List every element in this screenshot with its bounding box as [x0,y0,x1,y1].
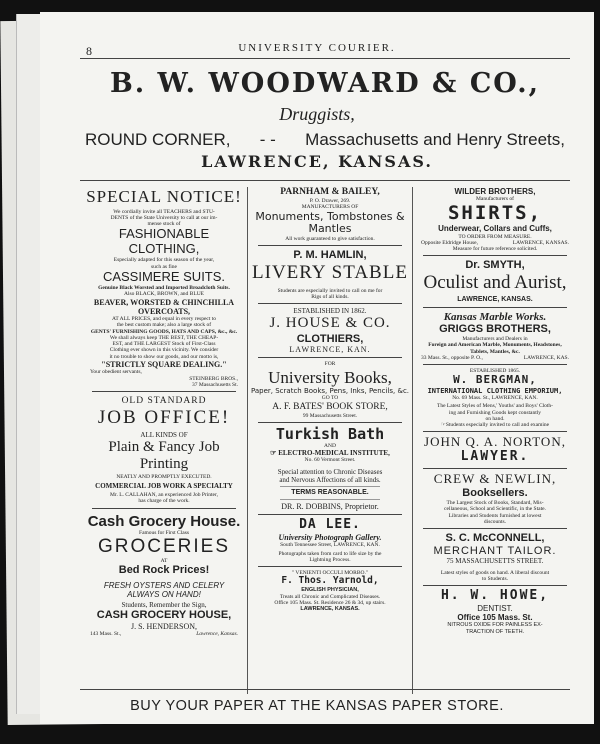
ad-text: GO TO [321,395,339,402]
ad-text: Students, Remember the Sign, [121,601,207,610]
ad-text: EST, and THE LARGEST Stock of First-Class [112,341,216,348]
ad-text: No. 69 Mass. St., LAWRENCE, KAN. [452,394,538,401]
ad-text: Latest styles of goods on hand. A liberal discount [440,569,550,576]
running-title: UNIVERSITY COURIER. [238,42,396,54]
column-2 [250,187,410,694]
ad-text: OLD STANDARD [121,396,207,407]
ad-text: it no trouble to show our goods, and our motto is, [109,353,219,360]
grocery-ad [84,513,244,638]
ad-address-row [84,631,244,637]
ad-divider [423,468,567,469]
short-rule [280,499,380,500]
header-rule [80,58,570,59]
ad-text: Tablets, Mantles, &c. [470,348,520,355]
ad-text: 75 MASSACHUSETTS STREET. [446,557,544,566]
ad-text: ENGLISH PHYSICIAN, [301,587,359,594]
ad-heading: DA LEE. [299,517,361,533]
ad-heading: P. M. HAMLIN, [293,249,367,262]
ad-text: discounts. [483,518,507,525]
ad-divider [258,357,402,358]
ad-text: ing and Furnishing Goods kept constantly [448,409,542,416]
ad-text: Manufacturers and Dealers in [462,335,528,342]
ad-text: 99 Massachusetts Street. [302,412,358,419]
ad-text: J. S. HENDERSON, [130,621,197,631]
ad-text: Treats all Chronic and Complicated Diseases. [279,593,381,600]
ad-text: TERMS REASONABLE. [291,488,369,496]
ad-text: Manufacturers of [475,196,515,203]
ad-text: the best custom make; also a large stock of [116,322,212,329]
ad-text: Your obedient servants, [90,369,142,376]
ad-heading: GRIGGS BROTHERS, [439,323,551,336]
ad-heading: Turkish Bath [275,424,385,443]
mcconnell-ad [415,532,575,582]
round-corner: ROUND CORNER, [85,130,231,149]
ad-text: ALL KINDS OF [140,431,188,439]
ad-text: LAWRENCE, KANSAS. [512,239,569,246]
ad-text: cellaneous, School and Scientific, in the State. [444,506,546,513]
ad-text: P. O. Drawer, 269. [309,197,351,204]
column-divider [412,187,413,694]
ad-heading: University Photograph Gallery. [278,533,382,543]
photo-gallery-ad [250,518,410,563]
ad-divider [423,364,567,365]
ad-text: No. 60 Vermont Street. [304,457,356,464]
ad-text: DR. R. DOBBINS, Proprietor. [281,501,379,511]
ad-heading: Booksellers. [462,487,528,500]
ad-heading: H. W. HOWE, [440,588,550,604]
woodward-address [85,130,565,150]
woodward-city: LAWRENCE, KANSAS. [201,152,433,171]
ad-text: on hand. [485,415,505,422]
ad-text: Lightning Process. [309,556,351,563]
woodward-trade: Druggists, [279,104,355,124]
ad-divider [423,585,567,586]
crew-newlin-ad [415,472,575,525]
footer-banner: BUY YOUR PAPER AT THE KANSAS PAPER STORE. [130,698,504,714]
ad-text: Foreign and American Marble, Monuments, Headstones, [428,342,562,349]
ad-text: We shall always keep THE BEST, THE CHEAP- [109,334,219,341]
job-office-ad [84,396,244,504]
ad-text: 37 Massachusetts St. [192,381,238,388]
ad-heading: Plain & Fancy Job Printing [108,439,220,473]
yarnold-ad [250,570,410,612]
house-ad [250,307,410,354]
ad-heading: MERCHANT TAILOR. [433,544,557,557]
ad-divider [258,514,402,515]
ad-text: Famous for First Class [139,529,189,536]
ad-text: Special attention to Chronic Diseases [277,467,383,476]
ad-heading: LIVERY STABLE [252,261,408,283]
ad-heading: JOB OFFICE! [97,407,231,429]
ad-text: such as fine [151,263,177,270]
pointing-hand-icon: ☞ [440,422,446,429]
ad-divider [258,245,402,246]
ad-text: TO ORDER FROM MEASURE. [458,233,532,240]
ad-heading: GROCERIES [97,536,231,558]
ad-text: 143 Mass. St., [90,631,122,638]
ad-text [415,422,575,428]
wilder-ad [415,187,575,252]
ad-heading: SHIRTS, [447,201,543,224]
norton-ad [415,435,575,465]
ad-heading: LAWYER. [460,449,530,465]
newspaper-page [40,12,594,724]
ad-text: Paper, Scratch Books, Pens, Inks, Pencils, &c. [250,387,410,396]
ad-text: Office 105 Mass. St. Residence 26 & 3d, up stairs. [274,600,386,606]
turkish-bath-ad [250,426,410,511]
bergman-ad [415,368,575,429]
ad-text: LAWRENCE, KAS. [523,354,569,361]
hamlin-ad [250,249,410,300]
ad-heading-text: ELECTRO-MEDICAL INSTITUTE, [278,449,390,458]
ad-text: MANUFACTURERS OF [301,204,359,211]
ad-heading: JOHN Q. A. NORTON, [424,434,566,450]
ad-text: NITROUS OXIDE FOR PAINLESS EX- [447,622,543,629]
ad-text: GENTS' FURNISHING GOODS, HATS AND CAPS, &c., &c. [90,328,238,335]
steinberg-ad [84,187,244,388]
ad-divider [423,431,567,432]
ad-text: Libraries and Students furnished at lowest [448,512,542,519]
ad-text: Genuine Black Worsted and Imported Broadcloth Suits. [98,284,230,291]
ad-text: We cordially invite all TEACHERS and STU- [113,208,215,215]
ad-text: Underwear, Collars and Cuffs, [438,224,552,234]
smyth-ad [415,259,575,304]
ad-text: ESTABLISHED 1865. [469,367,521,374]
ad-text: DENTS of the State University to call at our im- [110,214,218,221]
ad-heading: J. HOUSE & CO. [269,315,391,332]
marble-works-ad [415,311,575,361]
ad-heading: Oculist and Aurist, [423,271,567,293]
page-number: 8 [86,44,92,58]
ad-divider [423,307,567,308]
ad-text: South Tennessee Street, LAWRENCE, KAN. [280,542,380,549]
ad-address-row [415,355,575,361]
ad-heading: Dr. SMYTH, [465,259,525,272]
ad-text: TRACTION OF TEETH. [465,628,525,635]
ad-heading: CLOTHIERS, [296,332,364,345]
ad-text: Mr. L. CALLAHAN, an experienced Job Printer, [110,491,218,498]
ad-text: LAWRENCE, KAN. [289,345,371,355]
ad-signature: STEINBERG BROS., [189,375,238,382]
ad-text: LAWRENCE, KANSAS. [457,295,533,303]
ad-heading: F. Thos. Yarnold, [281,575,379,587]
ad-text: NEATLY AND PROMPTLY EXECUTED. [116,473,212,480]
ad-text: Clothing ever shown in this vicinity. We consider [109,347,219,354]
address-dashes: - - [259,130,276,149]
ad-text: Office 105 Mass. St. [457,613,533,623]
ad-divider [92,391,236,392]
ad-text: The Latest Styles of Mens,' Youths' and Boys' Cloth- [436,403,554,410]
ad-heading: FASHIONABLE CLOTHING, [118,226,210,257]
ad-heading: A. F. BATES' BOOK STORE, [272,401,388,412]
ad-divider [258,566,402,567]
ad-text: Students are especially invited to call on me for [277,287,383,294]
ad-text: to Students. [482,575,508,582]
pointing-hand-icon: ☞ [270,449,279,458]
bates-ad [250,361,410,418]
ad-text: The Largest Stock of Books, Standard, Mis- [446,499,544,506]
ad-heading: University Books, [268,367,392,387]
ad-text: Students especially invited to call and examine [445,422,550,429]
ad-text: Measure for future reference solicited. [452,245,538,252]
ad-divider [423,255,567,256]
ad-text: FOR [324,361,336,368]
ad-text: and Nervous Affections of all kinds. [279,475,381,484]
ad-heading: CASSIMERE SUITS. [102,268,226,284]
ad-text: ALWAYS ON HAND! [127,590,201,600]
ad-text: has charge of the work. [138,498,190,505]
ad-divider [423,528,567,529]
ad-heading [250,449,410,457]
ad-text: Opposite Eldridge House, [421,239,478,246]
ad-text: Also BLACK, BROWN, and BLUE [123,291,205,298]
ad-heading: Bed Rock Prices! [118,564,210,577]
ad-text: 33 Mass. St., opposite P. O., [421,354,483,361]
ad-text: Especially adapted for this season of the year, [113,257,215,264]
ad-text: LAWRENCE, KANSAS. [300,606,360,613]
ad-text: Rigs of all kinds. [311,293,349,300]
woodward-name: B. W. WOODWARD & CO., [109,68,541,99]
ad-motto: "STRICTLY SQUARE DEALING." [101,360,227,370]
column-1 [84,187,244,694]
ad-text: AT ALL PRICES, and equal in every respect to [111,315,217,322]
ad-heading: CASH GROCERY HOUSE, [96,609,232,622]
ad-divider [258,303,402,304]
ad-heading: Cash Grocery House. [87,512,241,530]
ad-heading: Kansas Marble Works. [443,310,547,323]
ad-heading: SPECIAL NOTICE! [86,187,242,206]
ad-text: COMMERCIAL JOB WORK A SPECIALTY [95,481,233,490]
ad-heading: W. BERGMAN, [453,373,537,387]
ad-heading: INTERNATIONAL CLOTHING EMPORIUM, [427,386,563,395]
column-3 [415,187,575,694]
ad-text: DENTIST. [477,604,513,614]
ad-heading: S. C. McCONNELL, [445,532,545,545]
ad-heading: CREW & NEWLIN, [433,471,557,487]
streets: Massachusetts and Henry Streets, [305,130,565,149]
banner-rule [80,180,570,181]
ad-text: ESTABLISHED IN 1862. [293,307,367,316]
ad-text: AT [160,557,168,564]
ad-text: mense stock of [147,221,181,228]
ad-text: BEAVER, WORSTED & CHINCHILLA OVERCOATS, [93,297,235,316]
ad-text: All work guaranteed to give satisfaction. [285,235,375,242]
ad-heading: PARNHAM & BAILEY, [280,187,380,197]
ad-text: FRESH OYSTERS AND CELERY [103,580,225,590]
column-divider [247,187,248,694]
ad-heading: Monuments, Tombstones & Mantles [255,209,405,236]
ad-divider [92,508,236,509]
howe-ad [415,589,575,635]
ad-heading: WILDER BROTHERS, [454,187,536,196]
footer-rule [80,689,570,690]
ad-text: Lawrence, Kansas. [196,631,238,638]
ad-divider [258,422,402,423]
ad-text: Photographs taken from card to life size by the [278,550,382,557]
ad-text: " VENIENTI OCCULI MORBO." [291,570,369,577]
ad-text: AND [324,443,336,450]
parnham-ad [250,187,410,242]
short-rule [280,486,380,487]
